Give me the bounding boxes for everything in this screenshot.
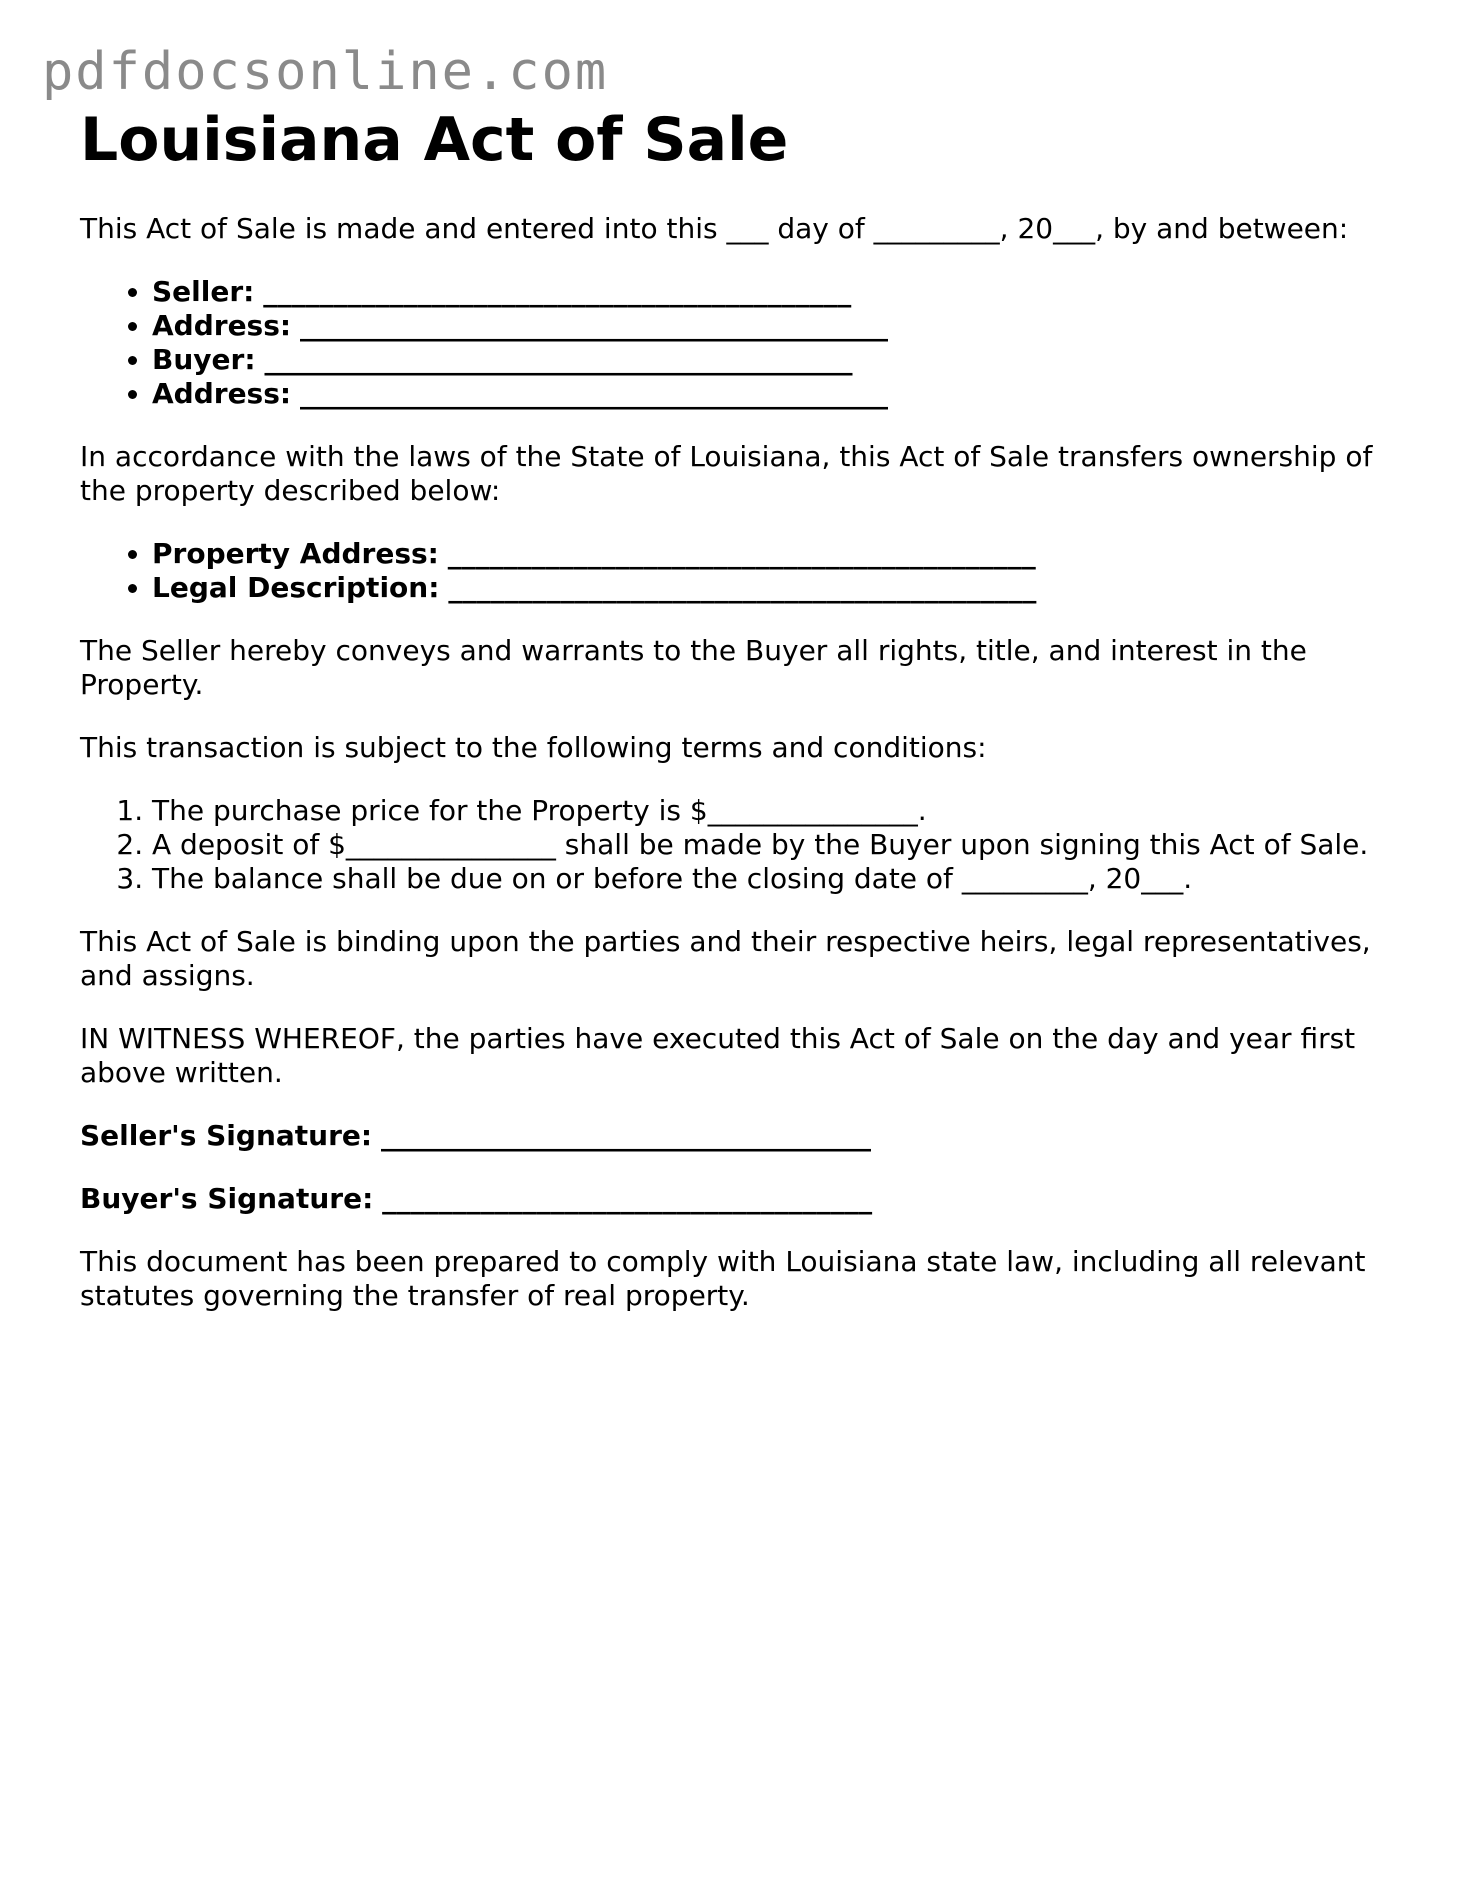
- list-item-seller: [152, 275, 1400, 309]
- legal-description-blank: __________________________________________: [448, 571, 1037, 604]
- law-paragraph: In accordance with the laws of the State of Louisiana, this Act of Sale transfers ownership of the property described below:: [80, 440, 1373, 507]
- seller-address-label: Address:: [152, 309, 292, 342]
- list-item-legal-description: [152, 571, 1400, 605]
- buyer-blank: __________________________________________: [264, 343, 853, 376]
- conveyance-paragraph: The Seller hereby conveys and warrants to the Buyer all rights, title, and interest in the Property.: [80, 634, 1307, 701]
- list-item-buyer-address: [152, 377, 1400, 411]
- witness-paragraph: IN WITNESS WHEREOF, the parties have executed this Act of Sale on the day and year first above written.: [80, 1022, 1356, 1089]
- terms-intro-paragraph: This transaction is subject to the following terms and conditions:: [80, 731, 987, 764]
- buyer-label: Buyer:: [152, 343, 256, 376]
- seller-blank: __________________________________________: [263, 275, 852, 308]
- term-balance: 3. The balance shall be due on or before the closing date of _________, 20___.: [152, 862, 1400, 896]
- seller-address-blank: __________________________________________: [300, 309, 888, 342]
- seller-signature-line: [80, 1119, 1400, 1153]
- binding-paragraph: This Act of Sale is binding upon the parties and their respective heirs, legal representatives, and assigns.: [80, 925, 1371, 992]
- terms-list: [80, 794, 1400, 896]
- legal-description-label: Legal Description:: [152, 571, 440, 604]
- watermark: pdfdocsonline.com: [42, 42, 609, 102]
- term-purchase-price: 1. The purchase price for the Property is $_______________.: [152, 794, 1400, 828]
- list-item-property-address: [152, 537, 1400, 571]
- list-item-buyer: [152, 343, 1400, 377]
- buyer-signature-line: [80, 1182, 1400, 1216]
- document-title: Louisiana Act of Sale: [80, 105, 789, 175]
- seller-signature-blank: ___________________________________: [381, 1119, 871, 1152]
- buyer-signature-label: Buyer's Signature:: [80, 1182, 374, 1215]
- term-deposit: 2. A deposit of $_______________ shall be made by the Buyer upon signing this Act of Sale.: [152, 828, 1400, 862]
- document-page: [80, 104, 1400, 1313]
- seller-label: Seller:: [152, 275, 255, 308]
- property-address-label: Property Address:: [152, 537, 439, 570]
- intro-paragraph: This Act of Sale is made and entered into this ___ day of _________, 20___, by and between:: [80, 212, 1349, 245]
- buyer-address-label: Address:: [152, 377, 292, 410]
- seller-signature-label: Seller's Signature:: [80, 1119, 373, 1152]
- buyer-signature-blank: ___________________________________: [382, 1182, 873, 1215]
- property-list: [80, 537, 1400, 605]
- parties-list: [80, 275, 1400, 411]
- property-address-blank: __________________________________________: [447, 537, 1036, 570]
- buyer-address-blank: __________________________________________: [300, 377, 888, 410]
- compliance-paragraph: This document has been prepared to comply with Louisiana state law, including all relevant statutes governing the transfer of real property.: [80, 1245, 1366, 1312]
- list-item-seller-address: [152, 309, 1400, 343]
